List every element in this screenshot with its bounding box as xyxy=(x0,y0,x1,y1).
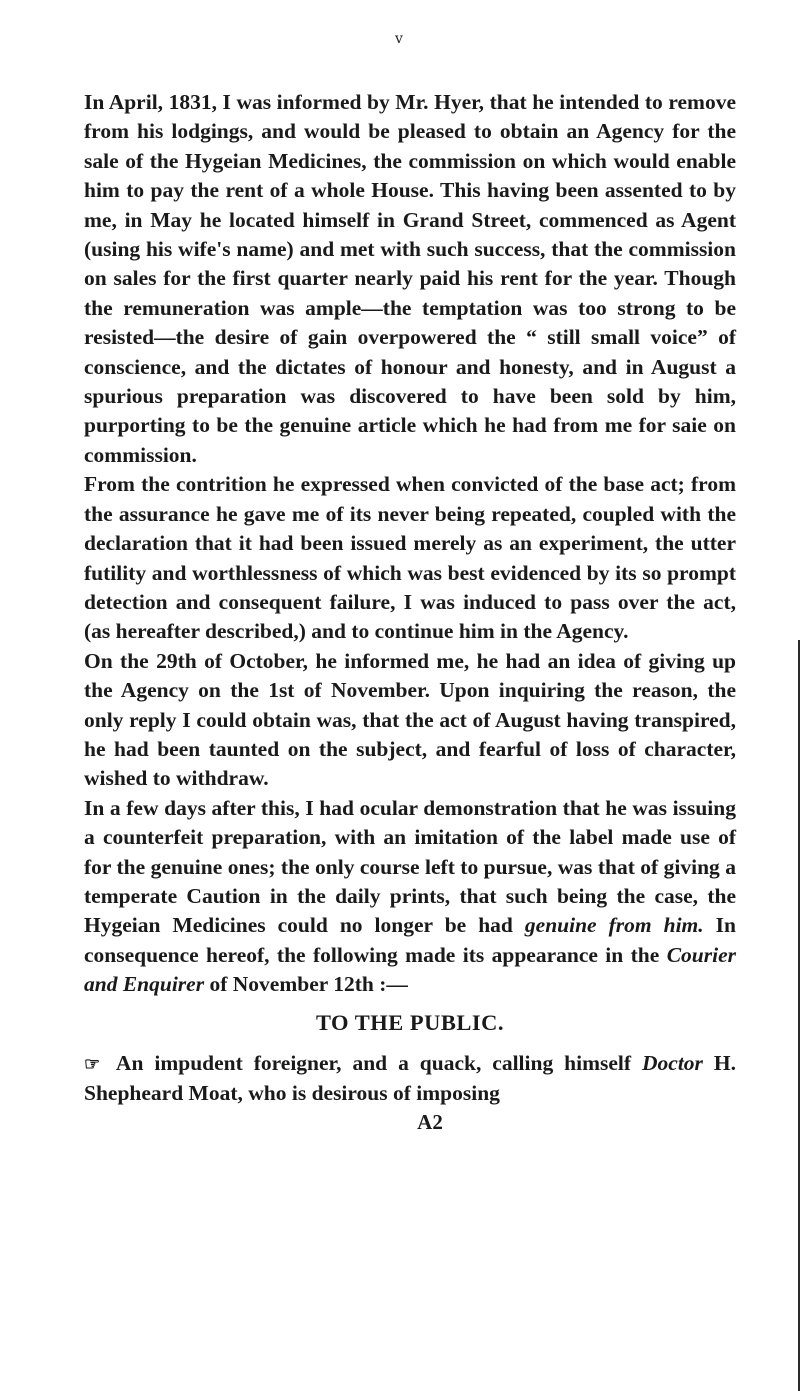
body-text xyxy=(84,88,736,1135)
paragraph-4-emphasis-2: Courier and Enquirer xyxy=(84,942,736,997)
paragraph-1: In April, 1831, I was informed by Mr. Hyer, that he intended to remove from his lodgings, and would be pleased to obtain an Agency for the sale of the Hygeian Medicines, the commission on which would enable him to pay the rent of a whole House. This having been assented to by me, in May he located himself in Grand Street, commenced as Agent (using his wife's name) and met with such success, that the commission on sales for the first quarter nearly paid his rent for the year. Though the remuneration was ample—the temptation was too strong to be resisted—the desire of gain overpowered the “ still small voice” of conscience, and the dictates of honour and honesty, and in August a spurious preparation was discovered to have been sold by him, purporting to be the genuine article which he had from me for saie on commission. xyxy=(84,90,736,467)
notice-paragraph xyxy=(84,1049,736,1109)
notice-emphasis: Doctor xyxy=(642,1051,703,1075)
notice-part-2: H. Shepheard Moat, who is desirous of imposing xyxy=(84,1051,736,1106)
signature-mark: A2 xyxy=(417,1109,443,1134)
paragraph-4-part-3: of November 12th :— xyxy=(204,972,408,997)
page-mark: v xyxy=(395,31,403,47)
paragraph-4 xyxy=(84,794,736,1000)
paragraph-2: From the contrition he expressed when convicted of the base act; from the assurance he gave me of its never being repeated, coupled with the declaration that it had been issued merely as an experiment, the utter futility and worthlessness of which was best evidenced by its so prompt detection and consequent failure, I was induced to pass over the act, (as hereafter described,) and to continue him in the Agency. xyxy=(84,472,736,644)
paragraph-4-part-2: In consequence hereof, the following made its appearance in the xyxy=(84,913,736,967)
paragraph-4-emphasis-1: genuine from him. xyxy=(524,913,704,938)
paragraph-3: On the 29th of October, he informed me, he had an idea of giving up the Agency on the 1st of November. Upon inquiring the reason, the only reply I could obtain was, that the act of August having transpired, he had been taunted on the subject, and fearful of loss of character, wished to withdraw. xyxy=(84,648,736,791)
paragraph-4-part-1: In a few days after this, I had ocular demonstration that he was issuing a counterfeit preparation, with an imitation of the label made use of for the genuine ones; the only course left to pursue, was that of giving a temperate Caution in the daily prints, that such being the case, the Hygeian Medicines could no longer be had xyxy=(84,795,736,938)
section-heading: TO THE PUBLIC. xyxy=(315,1009,505,1035)
pointing-hand-icon: ☞ xyxy=(84,1054,101,1074)
notice-part-1: An impudent foreigner, and a quack, calling himself xyxy=(106,1051,643,1075)
